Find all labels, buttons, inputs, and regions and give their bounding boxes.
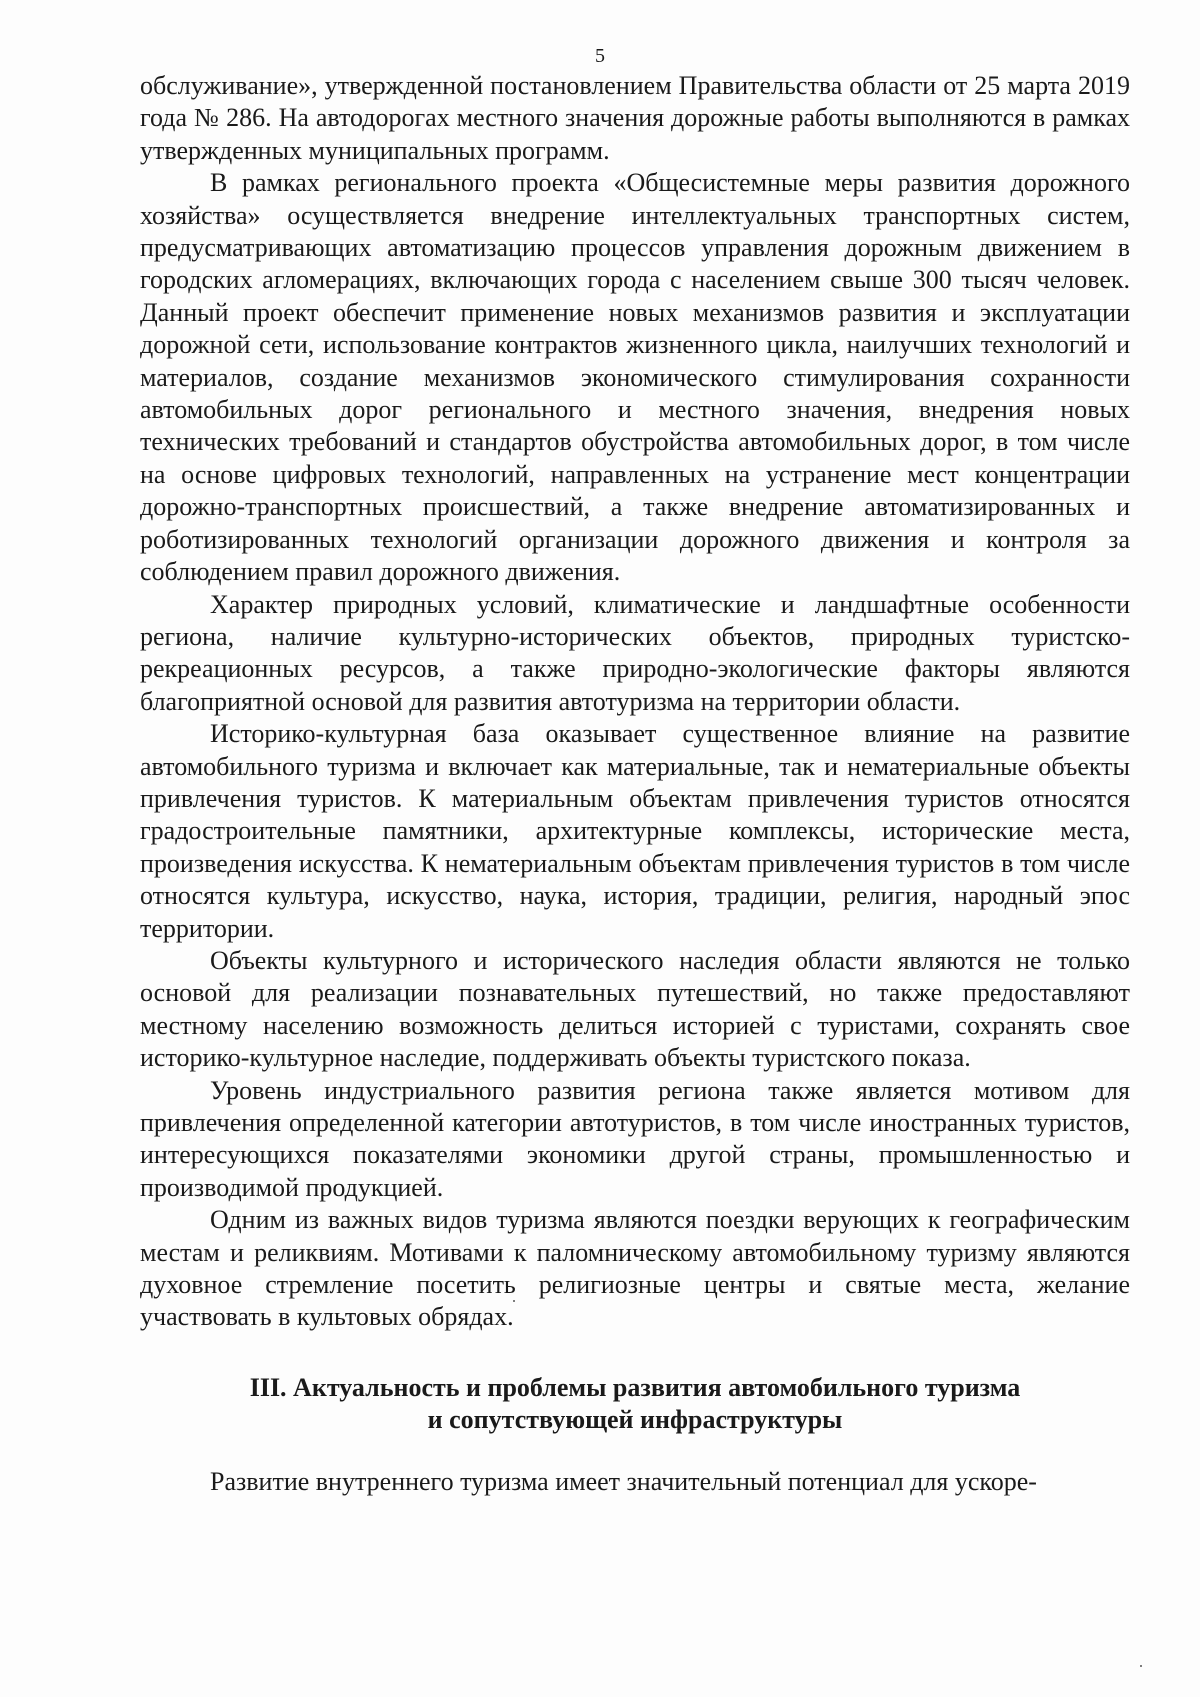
paragraph: Характер природных условий, климатические и ландшафтные особенности региона, наличие культурно-исторических объектов, природных туристско-рекреационных ресурсов, а также природно-экологические факторы являются благоприятной основой для развития автотуризма на территории области. — [140, 589, 1130, 716]
section-heading — [140, 1372, 1130, 1436]
page-number: 5 — [595, 45, 605, 67]
section-heading-line: III. Актуальность и проблемы развития автомобильного туризма — [249, 1372, 1021, 1402]
paragraph: Одним из важных видов туризма являются поездки верующих к географическим местам и реликвиям. Мотивами к паломническому автомобильному туризму являются духовное стремление посетить религиозные центры и святые места, желание участвовать в культовых обрядах. — [140, 1205, 1130, 1332]
paragraph: Уровень индустриального развития региона также является мотивом для привлечения определенной категории автотуристов, в том числе иностранных туристов, интересующихся показателями экономики другой страны, промышленностью и производимой продукцией. — [140, 1075, 1130, 1202]
section-heading-line: и сопутствующей инфраструктуры — [427, 1404, 843, 1434]
document-body — [140, 70, 1130, 1498]
paragraph: Объекты культурного и исторического наследия области являются не только основой для реализации познавательных путешествий, но также предоставляют местному населению возможность делиться историей с туристами, сохранять свое историко-культурное наследие, поддерживать объекты туристского показа. — [140, 945, 1130, 1073]
paragraph: В рамках регионального проекта «Общесистемные меры развития дорожного хозяйства» осуществляется внедрение интеллектуальных транспортных систем, предусматривающих автоматизацию процессов управления дорожным движением в городских агломерациях, включающих города с населением свыше 300 тысяч человек. Данный проект обеспечит применение новых механизмов развития и эксплуатации дорожной сети, использование контрактов жизненного цикла, наилучших технологий и материалов, создание механизмов экономического стимулирования сохранности автомобильных дорог регионального и местного значения, внедрения новых технических требований и стандартов обустройства автомобильных дорог, в том числе на основе цифровых технологий, направленных на устранение мест концентрации дорожно-транспортных происшествий, а также внедрение автоматизированных и роботизированных технологий организации дорожного движения и контроля за соблюдением правил дорожного движения. — [140, 168, 1130, 587]
scan-speck — [513, 1300, 515, 1302]
scan-speck — [1140, 1665, 1142, 1667]
paragraph: обслуживание», утвержденной постановлением Правительства области от 25 марта 2019 года № 286. На автодорогах местного значения дорожные работы выполняются в рамках утвержденных муниципальных программ. — [140, 71, 1130, 165]
paragraph: Историко-культурная база оказывает существенное влияние на развитие автомобильного туризма и включает как материальные, так и нематериальные объекты привлечения туристов. К материальным объектам привлечения туристов относятся градостроительные памятники, архитектурные комплексы, исторические места, произведения искусства. К нематериальным объектам привлечения туристов в том числе относятся культура, искусство, наука, история, традиции, религия, народный эпос территории. — [140, 719, 1130, 943]
paragraph-continued: Развитие внутреннего туризма имеет значительный потенциал для ускоре- — [210, 1466, 1037, 1496]
